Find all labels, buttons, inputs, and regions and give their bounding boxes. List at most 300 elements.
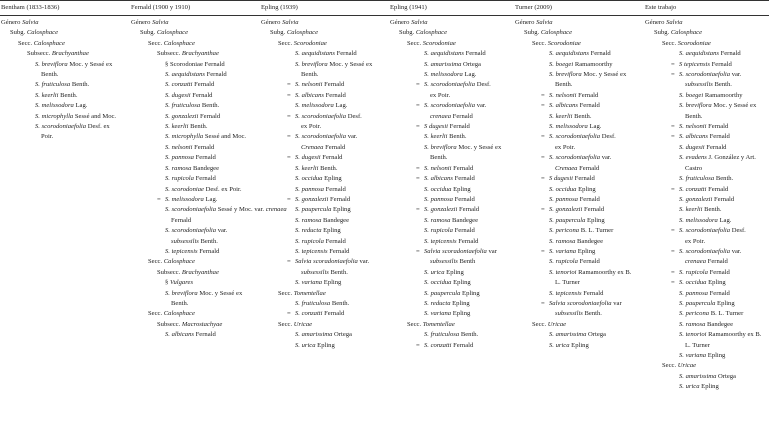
taxon-entry [515,341,641,351]
text-roman: Fernald [582,206,605,214]
synonym-marker: = [416,102,420,110]
taxon-entry [515,247,641,257]
text-italic: S. keerlii [549,112,573,120]
taxon-entry [261,185,386,195]
text-italic: S. rupicola [679,268,708,276]
text-roman: Ortega [461,60,481,68]
taxon-entry [645,195,767,205]
text-roman: Secc. [662,362,678,370]
text-roman: Epling [322,175,342,183]
text-italic: Vulgares [169,279,194,287]
text-italic: S. scorodoniaefolia [295,133,347,141]
text-italic: S. evadens [679,154,707,162]
synonym-marker: = [287,133,291,141]
text-roman: Género [261,19,283,26]
text-roman: Fernald [707,289,730,297]
taxon-entry [515,70,641,80]
text-roman: § Scorodoniae Fernald [165,60,225,68]
taxon-entry [261,330,386,340]
taxon-entry [515,195,641,205]
text-roman: Fernald [577,195,600,203]
text-roman: Benth. [430,154,448,162]
text-roman: Epling [576,185,596,193]
text-italic: S. tenorioi [679,331,707,339]
text-roman: Benth. [171,299,189,307]
rank-entry [261,18,386,28]
text-roman: Lag. [203,195,218,203]
text-italic: S. gonzalezii [295,195,329,203]
text-italic: subsessilis [171,237,199,245]
taxon-entry [515,268,641,278]
text-roman: Lag. [73,102,88,110]
text-roman: Benth. [712,81,732,89]
text-italic: S. tenorioi [549,268,577,276]
text-roman: var. [346,133,358,141]
text-roman: Ramamoorthy ex B. [576,268,632,276]
text-roman: Fernald [577,258,600,266]
taxon-entry [515,174,641,184]
text-italic: S. fruticulosa [35,81,71,89]
text-roman: Fernald [588,50,611,58]
text-italic: S. ramosa [424,216,451,224]
taxon-entry [1,122,127,132]
text-roman: ex Poir. [430,91,451,99]
rank-entry [261,39,386,49]
text-roman: Subg. [270,29,287,37]
taxon-entry [261,49,386,59]
text-roman: Lag. [333,102,348,110]
text-italic: S. scorodoniaefolia [549,133,601,141]
taxon-entry [261,101,386,111]
text-italic: S. pannosa [549,195,578,203]
taxon-continuation-line [515,80,641,90]
taxon-entry [645,132,767,142]
taxon-entry [390,341,511,351]
text-roman: var [611,299,622,307]
text-italic: S. amarissima [424,60,462,68]
taxon-entry [390,278,511,288]
column-header: Epling (1941) [390,4,427,11]
column-este-trabajo [645,1,769,426]
text-italic: S. gonzalezii [165,112,199,120]
text-roman: Epling [706,352,726,359]
taxon-entry [131,195,257,205]
text-italic: Brachyanthae [181,268,219,276]
text-roman: ex Poir. [685,237,706,245]
synonym-marker: = [287,112,291,120]
column-turner-2009 [515,1,643,426]
text-italic: S. keerlii [295,164,319,172]
taxon-continuation-line [645,341,767,351]
taxon-entry [390,174,511,184]
taxon-continuation-line [390,112,511,122]
text-roman: Epling [451,279,471,287]
text-roman: B. L. Turner [579,227,614,235]
column-body [515,18,641,351]
text-roman: Benth. [328,268,348,276]
taxon-entry [261,226,386,236]
text-italic: S. melissodora [679,216,718,224]
text-roman: Secc. [278,39,294,47]
taxon-entry [515,91,641,101]
text-italic: Brachyanthae [51,50,89,58]
text-roman: Fernald [327,247,350,255]
taxon-entry [261,247,386,257]
rank-entry [1,49,127,59]
taxon-entry [645,268,767,278]
synonym-marker: = [541,102,545,110]
text-italic: S. keerlii [35,91,59,99]
text-roman: ex Poir. [555,143,576,151]
taxon-entry [390,226,511,236]
taxon-entry [261,153,386,163]
synonym-marker: = [671,60,675,68]
text-roman: Subsecc. [157,50,182,58]
text-roman: L. Turner [685,341,710,349]
taxon-entry [645,247,767,257]
column-header: Epling (1939) [261,4,298,11]
text-italic: S. amarissima [679,372,717,380]
text-italic: Calosphace [26,29,58,37]
text-italic: S. pericona [679,310,710,318]
text-roman: Benth. [301,71,319,79]
text-italic: S. aequidistans [549,50,589,58]
synonym-marker: = [287,91,291,99]
taxon-entry [515,122,641,132]
text-roman: Bandegee [705,320,734,328]
taxon-entry [390,237,511,247]
rank-entry [515,320,641,330]
text-italic: S. fruticulosa [424,331,460,339]
taxon-entry [515,49,641,59]
taxon-entry [390,289,511,299]
text-italic: S. melissodora [549,123,588,131]
column-body [390,18,511,351]
taxon-entry [131,247,257,257]
taxon-entry [645,101,767,111]
taxon-continuation-line [645,112,767,122]
text-roman: Epling [450,299,470,307]
text-roman: Benth. [459,331,479,339]
text-italic: S. scorodoniaefolia [549,154,601,162]
rank-entry [645,39,767,49]
text-roman: Género [390,19,412,26]
text-italic: crenaea [685,258,706,266]
text-italic: S. occidua [549,185,577,193]
taxon-entry [390,60,511,70]
taxon-entry [1,112,127,122]
text-roman: Lag. [462,71,477,79]
taxon-continuation-line [390,91,511,101]
text-roman: Moc. y Sessé ex [581,71,627,79]
taxon-entry [131,289,257,299]
text-italic: S. boegei [549,60,574,68]
text-italic: S. nelsonii [549,91,577,99]
text-italic: S. albicans [549,102,578,110]
taxon-continuation-line [515,309,641,319]
synonym-marker: = [541,154,545,162]
text-roman: Fernald [707,133,730,141]
column-header: Fernald (1900 y 1910) [131,4,191,11]
synonym-marker: = [541,299,545,307]
text-italic: S. tepicensis [295,247,328,255]
text-italic: S. pannosa [424,195,453,203]
column-body [261,18,386,351]
text-roman: Fernald [573,175,595,183]
text-italic: S. variana [679,352,707,359]
text-roman: Benth. [41,71,59,79]
taxon-entry [515,205,641,215]
text-italic: S. boegei [679,91,704,99]
synonym-marker: = [416,81,420,89]
text-roman: Fernald [192,143,215,151]
text-italic: S. scorodoniae [165,185,204,193]
synonym-marker: = [287,81,291,89]
text-roman: Secc. [148,258,164,266]
rank-entry [131,28,257,38]
synonym-marker: = [416,123,420,131]
text-italic: S. ramosa [549,237,576,245]
text-italic: S. melissodora [165,195,204,203]
taxon-entry [645,226,767,236]
text-italic: Brachyanthae [181,50,219,58]
taxon-entry [131,60,257,70]
taxon-entry [131,205,287,215]
rank-entry [1,28,127,38]
text-roman: Moc. y Sessé ex [711,102,757,110]
text-italic: S. dugesii [295,154,321,162]
text-italic: S. microphylla [165,133,204,141]
text-roman: Epling [715,299,735,307]
taxon-entry [390,268,511,278]
text-italic: S. dugesii [679,143,705,151]
taxon-entry [390,205,511,215]
text-roman: Lag. [717,216,732,224]
text-roman: Fernald [706,185,729,193]
text-roman: Ortega [716,372,736,380]
rank-entry [645,28,767,38]
text-roman: Secc. [662,39,678,47]
text-roman: Fernald [706,123,729,131]
text-roman: Epling [331,206,351,214]
taxon-continuation-line [515,143,641,153]
text-roman: Fernald [204,71,227,79]
taxon-entry [131,101,257,111]
text-roman: Poir. [41,133,54,141]
synonym-marker: = [287,258,291,266]
text-roman: B. L. Turner [709,310,744,318]
text-roman: Moc. y Sessé ex [456,143,502,151]
text-italic: S. scorodoniaefolia [424,81,476,89]
text-roman: Ramamoorthy ex B. [706,331,762,339]
text-italic: S dugesii [549,175,573,183]
text-roman: Fernald [193,331,216,339]
taxon-entry [390,164,511,174]
text-italic: S. ramosa [165,164,192,172]
synonym-marker: = [671,133,675,141]
text-italic: Salvia scorodoniaefolia [549,299,612,307]
text-roman: Género [515,19,537,26]
text-roman: Fernald [718,50,741,58]
text-roman: Fernald [190,91,213,99]
rank-entry [261,320,386,330]
taxon-continuation-line [645,257,767,267]
taxon-entry [515,257,641,267]
taxon-entry [515,237,641,247]
taxon-entry [515,60,641,70]
synonym-marker: = [416,175,420,183]
column-body [1,18,127,143]
text-italic: subsessilis [301,268,329,276]
text-italic: S. keerlii [679,206,703,214]
text-roman: Castro [685,164,703,172]
text-roman: Desf. [600,133,616,141]
text-italic: S. tepicensis [165,247,198,255]
rank-entry [131,49,257,59]
text-roman: Epling [451,185,471,193]
text-roman: Bandegee [321,216,350,224]
text-roman: Secc. [148,39,164,47]
text-roman: Fernald [197,247,220,255]
taxon-entry [645,289,767,299]
taxon-entry [645,122,767,132]
text-roman: Benth [457,258,476,266]
rank-entry [131,309,257,319]
text-roman: Benth. [188,123,208,131]
text-roman: Fernald [322,81,345,89]
taxon-entry [261,132,386,142]
text-roman: Epling [451,310,471,318]
column-header: Este trabajo [645,4,677,11]
synonym-marker: = [287,154,291,162]
text-italic: Salvia [282,19,299,26]
text-roman: Fernald [323,143,346,151]
text-roman: var. [357,258,370,266]
taxon-entry [390,70,511,80]
text-roman: Epling [576,247,596,255]
text-italic: Calosphace [670,29,702,37]
taxon-continuation-line [645,237,767,247]
taxon-entry [645,216,767,226]
taxon-entry [645,153,767,163]
taxon-continuation-line [515,278,641,288]
text-roman: Bandegee [575,237,604,245]
text-roman: Moc. y Sessé ex [327,60,373,68]
text-roman: Lag. [587,123,602,131]
text-italic: Calosphace [33,39,65,47]
taxon-entry [261,91,386,101]
taxon-entry [261,341,386,351]
text-roman: Secc. [532,39,548,47]
taxon-entry [390,216,511,226]
text-roman: Benth. [58,91,78,99]
rank-entry [131,257,257,267]
text-roman: Fernald [323,237,346,245]
text-italic: S. conzatti [295,310,323,318]
text-roman: Fernald [576,91,599,99]
text-italic: Calosphace [415,29,447,37]
taxon-entry [261,299,386,309]
taxon-entry [131,278,257,288]
taxon-continuation-line [261,122,386,132]
taxon-entry [261,278,386,288]
text-italic: S. breviflora [165,289,198,297]
text-italic: Calosphace [163,310,195,318]
text-italic: S. tepicensis [549,289,582,297]
text-italic: S. scorodoniaefolia [165,227,217,235]
taxon-entry [390,49,511,59]
rank-entry [390,28,511,38]
taxon-entry [1,101,127,111]
text-italic: S. fruticulosa [295,299,331,307]
text-italic: Crenaea [555,164,578,172]
taxon-entry [261,257,386,267]
text-roman: Fernald [193,154,216,162]
text-roman: Epling [569,341,589,349]
text-italic: S. nelsonii [424,164,452,172]
text-roman: Fernald [452,175,475,183]
taxon-entry [261,112,386,122]
text-roman: Epling [322,279,342,287]
taxon-entry [645,299,767,309]
taxon-continuation-line [131,237,257,247]
taxon-entry [131,80,257,90]
rank-entry [131,268,257,278]
text-italic: S. pannosa [295,185,324,193]
text-italic: S. occidua [679,279,707,287]
text-roman: Benth. [572,112,592,120]
taxon-entry [515,112,641,122]
text-italic: S. melissodora [295,102,334,110]
text-roman: Sessé y Moc. var. [216,206,266,214]
text-roman: Sessé and Moc. [203,133,247,141]
taxon-continuation-line [1,70,127,80]
text-italic: Tomentellae [293,289,326,297]
text-italic: S. amarissima [295,331,333,339]
taxon-continuation-line [645,80,767,90]
text-italic: S. paupercula [295,206,332,214]
taxon-entry [390,309,511,319]
text-italic: S. nelsonii [679,123,707,131]
taxon-entry [645,278,767,288]
text-italic: crenaea [430,112,451,120]
text-roman: Subg. [140,29,157,37]
text-roman: Subsecc. [157,268,182,276]
taxon-entry [1,80,127,90]
text-roman: Fernald [451,341,474,349]
column-bentham-1833 [1,1,129,426]
text-roman: Desf. [730,227,746,235]
synonym-marker: = [671,123,675,131]
text-italic: S. keerlii [165,123,189,131]
text-roman: Fernald [452,195,475,203]
synonym-marker: = [541,175,545,183]
taxon-continuation-line [390,153,511,163]
text-roman: Subg. [524,29,541,37]
taxon-entry [261,164,386,174]
text-roman: var [486,247,497,255]
column-header: Bentham (1833-1836) [1,4,60,11]
taxon-entry [515,289,641,299]
taxon-entry [645,70,767,80]
synonym-marker: = [671,268,675,276]
text-italic: S. occidua [424,185,452,193]
text-italic: S. scorodoniaefolia [679,71,731,79]
text-italic: S. scorodoniaefolia [35,123,87,131]
text-roman: Secc. [532,320,548,328]
text-italic: S. pericona [549,227,580,235]
taxon-entry [131,132,257,142]
